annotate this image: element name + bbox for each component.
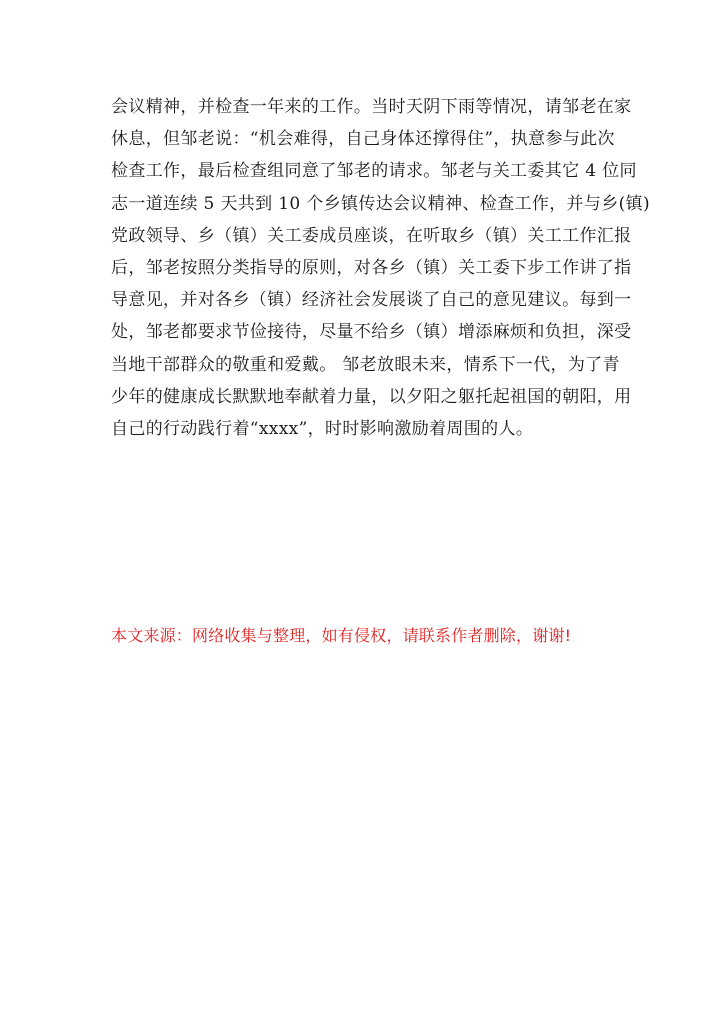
paragraph-line: 休息，但邹老说：“机会难得，自己身体还撑得住”，执意参与此次 xyxy=(111,129,615,150)
article-body xyxy=(111,91,650,445)
paragraph-line: 会议精神，并检查一年来的工作。当时天阴下雨等情况，请邹老在家 xyxy=(111,97,632,117)
paragraph-line: 检查工作，最后检查组同意了邹老的请求。邹老与关工委其它 4 位同 xyxy=(111,161,637,182)
paragraph-line: 党政领导、乡（镇）关工委成员座谈，在听取乡（镇）关工工作汇报 xyxy=(111,225,632,246)
paragraph-line: 后，邹老按照分类指导的原则，对各乡（镇）关工委下步工作讲了指 xyxy=(111,257,632,278)
paragraph-line: 志一道连续 5 天共到 10 个乡镇传达会议精神、检查工作，并与乡(镇) xyxy=(111,193,650,214)
paragraph-line: 导意见，并对各乡（镇）经济社会发展谈了自己的意见建议。每到一 xyxy=(111,290,632,311)
paragraph-line: 处，邹老都要求节俭接待，尽量不给乡（镇）增添麻烦和负担，深受 xyxy=(111,322,632,343)
source-disclaimer: 本文来源：网络收集与整理，如有侵权，请联系作者删除，谢谢! xyxy=(111,626,572,645)
paragraph-line: 当地干部群众的敬重和爱戴。 邹老放眼未来，情系下一代，为了青 xyxy=(111,354,620,375)
paragraph-line: 少年的健康成长默默地奉献着力量，以夕阳之躯托起祖国的朝阳，用 xyxy=(111,386,632,407)
paragraph-line: 自己的行动践行着“xxxx”，时时影响激励着周围的人。 xyxy=(111,418,534,439)
